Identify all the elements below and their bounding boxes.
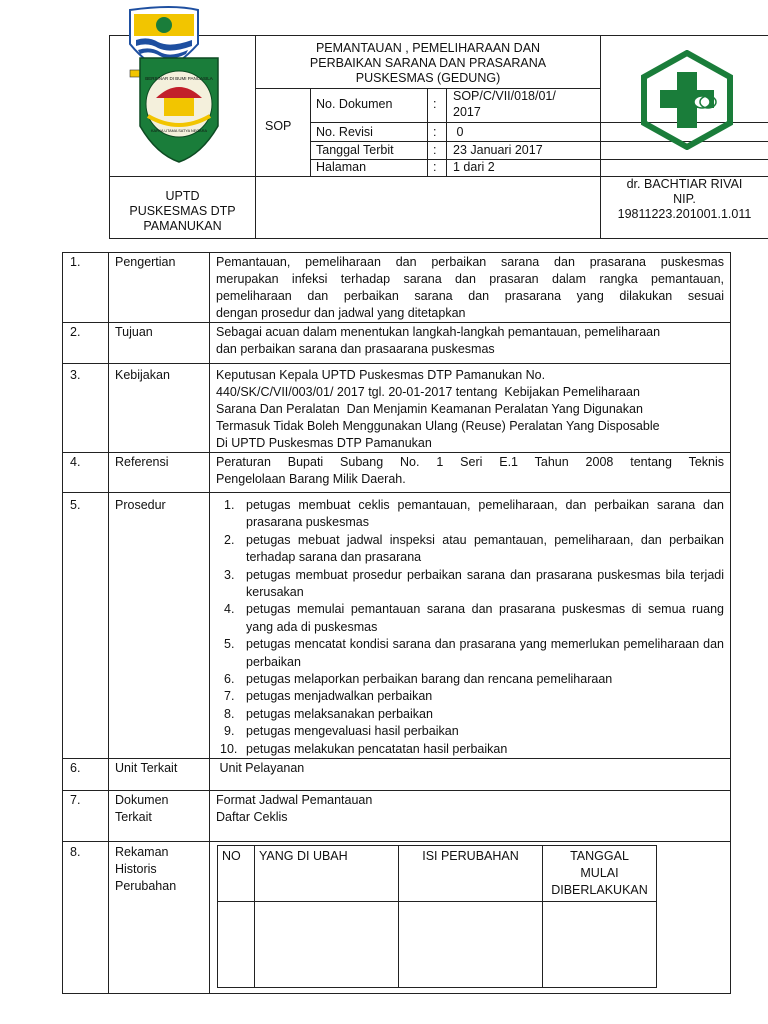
signatory-line: 19811223.201001.1.011 [617,207,752,221]
title-line: Rekaman [115,845,169,859]
step-number: 4. [224,602,235,617]
field-sep: : [433,143,437,157]
step-text: petugas menjadwalkan perbaikan [246,689,433,704]
organization-name [110,189,255,234]
title-line: Perubahan [115,879,177,893]
history-header-row [218,846,657,902]
section-number: 7. [70,793,81,807]
content-line: dengan prosedur dan jadwal yang ditetapkan [216,306,466,320]
field-value-no-revisi: 0 [453,125,464,139]
signatory [601,177,768,222]
section-number: 2. [70,325,81,339]
field-value-halaman: 1 dari 2 [453,160,495,174]
content-line: Daftar Ceklis [216,810,288,824]
procedure-step [216,706,724,723]
field-label-tanggal-terbit: Tanggal Terbit [316,143,394,157]
history-header-date [543,846,657,902]
field-label-no-dokumen: No. Dokumen [316,97,393,111]
history-cell [255,902,399,988]
procedure-list [216,497,724,758]
step-text: petugas mebuat jadwal inspeksi atau pemantauan, pemeliharaan, dan perbaikan terhadap sarana dan prasarana [246,532,724,565]
section-title-unit-terkait: Unit Terkait [115,761,178,775]
section-title-tujuan: Tujuan [115,325,153,339]
signatory-line: dr. BACHTIAR RIVAI [626,177,743,191]
section-title-kebijakan: Kebijakan [115,368,170,382]
content-line: Keputusan Kepala UPTD Puskesmas DTP Pamanukan No. [216,368,546,382]
puskesmas-logo [640,50,734,150]
procedure-step [216,601,724,636]
history-header-no: NO [218,846,255,902]
header-line: DIBERLAKUKAN [551,883,648,897]
section-content-kebijakan [216,367,726,452]
section-content-referensi [216,454,724,488]
content-line: pemeliharaan dan perbaikan sarana dan prasarana yang dilakukan sesuai [216,289,724,303]
section-number: 8. [70,845,81,859]
step-number: 8. [224,706,235,721]
content-line: Sarana Dan Peralatan Dan Menjamin Keamanan Peralatan Yang Digunakan [216,402,643,416]
field-sep: : [433,125,437,139]
document-title [256,41,600,86]
history-cell [399,902,543,988]
step-text: petugas memulai pemantauan sarana dan prasarana puskesmas di semua ruang yang ada di puskesmas [246,602,724,634]
step-text: petugas melaporkan perbaikan barang dan rencana pemeliharaan [246,672,613,687]
content-line: Peraturan Bupati Subang No. 1 Seri E.1 Tahun 2008 tentang Teknis [216,455,724,469]
step-text: petugas mencatat kondisi sarana dan prasarana yang memerlukan pemeliharaan dan perbaikan [246,637,724,669]
procedure-step [216,636,724,671]
section-number: 4. [70,455,81,469]
sop-label: SOP [265,119,292,133]
step-text: petugas melaksanakan perbaikan [246,706,433,721]
procedure-step [216,723,724,740]
section-title-dokumen-terkait [115,792,169,826]
step-number: 1. [224,498,235,512]
content-line: Pemantauan, pemeliharaan dan perbaikan sarana dan prasarana puskesmas [216,255,724,269]
procedure-step [216,567,724,602]
section-number: 5. [70,498,81,512]
step-number: 2. [224,532,235,547]
org-line: PUSKESMAS DTP [129,204,236,218]
regency-emblem [118,6,228,168]
procedure-step [216,497,724,532]
section-number: 1. [70,255,81,269]
title-line: PEMANTAUAN , PEMELIHARAAN DAN [315,41,541,55]
content-line: 440/SK/C/VII/003/01/ 2017 tgl. 20-01-2017 tentang Kebijakan Pemeliharaan [216,385,640,399]
ribbon-bottom-text: KARYA UTAMA SATYA NEGARA [151,129,207,133]
history-cell [543,902,657,988]
step-text: petugas melakukan pencatatan hasil perbaikan [246,741,508,756]
value-line: 2017 [453,105,481,119]
header-line: MULAI [580,866,619,880]
content-line: merupakan infeksi terhadap sarana dan prasaran dalam rangka pemantauan, [216,272,724,286]
procedure-step [216,688,724,705]
history-header-content: ISI PERUBAHAN [399,846,543,902]
content-line: Format Jadwal Pemantauan [216,793,373,807]
org-line: UPTD [165,189,200,203]
history-table [217,845,657,988]
history-header-changed: YANG DI UBAH [255,846,399,902]
section-title-prosedur: Prosedur [115,498,166,512]
step-number: 7. [224,689,235,704]
field-label-no-revisi: No. Revisi [316,125,373,139]
header-line: TANGGAL [570,849,629,863]
step-number: 3. [224,567,235,582]
section-number: 6. [70,761,81,775]
step-text: petugas mengevaluasi hasil perbaikan [246,724,459,739]
title-line: Dokumen [115,793,169,807]
org-line: PAMANUKAN [143,219,222,233]
section-title-rekaman-historis [115,844,176,895]
field-label-halaman: Halaman [316,160,367,174]
section-content-unit-terkait: Unit Pelayanan [216,761,305,775]
step-text: petugas membuat prosedur perbaikan sarana dan prasarana puskesmas bila terjadi kerusakan [246,567,724,600]
section-content-dokumen-terkait [216,792,372,826]
field-sep: : [433,160,437,174]
content-line: Di UPTD Puskesmas DTP Pamanukan [216,436,432,450]
procedure-step [216,671,724,688]
title-line: PERBAIKAN SARANA DAN PRASARANA [309,56,547,70]
field-sep: : [433,97,437,111]
content-line: dan perbaikan sarana dan prasaarana puskesmas [216,342,495,356]
step-number: 9. [224,724,235,739]
emblem-arc-text: BERSINAR DI BUMI PANCASILA [145,76,213,81]
section-number: 3. [70,368,81,382]
step-number: 5. [224,637,235,652]
section-content-tujuan [216,324,724,358]
content-line: Pengelolaan Barang Milik Daerah. [216,472,406,486]
title-line: Historis [115,862,157,876]
section-title-referensi: Referensi [115,455,169,469]
value-line: SOP/C/VII/018/01/ [453,89,556,103]
content-line: Sebagai acuan dalam menentukan langkah-langkah pemantauan, pemeliharaan [216,325,661,339]
section-title-pengertian: Pengertian [115,255,176,269]
step-number: 6. [224,672,235,687]
field-value-no-dokumen [453,88,556,120]
history-empty-row [218,902,657,988]
section-content-pengertian [216,254,724,322]
procedure-step [216,741,724,758]
content-line: Termasuk Tidak Boleh Menggunakan Ulang (Reuse) Peralatan Yang Disposable [216,419,660,433]
title-line: PUSKESMAS (GEDUNG) [355,71,501,85]
title-line: Terkait [115,810,152,824]
procedure-step [216,532,724,567]
history-cell [218,902,255,988]
field-value-tanggal-terbit: 23 Januari 2017 [453,143,543,157]
signatory-line: NIP. [673,192,696,206]
step-number: 10. [220,741,238,756]
step-text: petugas membuat ceklis pemantauan, pemeliharaan, dan perbaikan sarana dan prasarana puskesmas [246,498,724,530]
